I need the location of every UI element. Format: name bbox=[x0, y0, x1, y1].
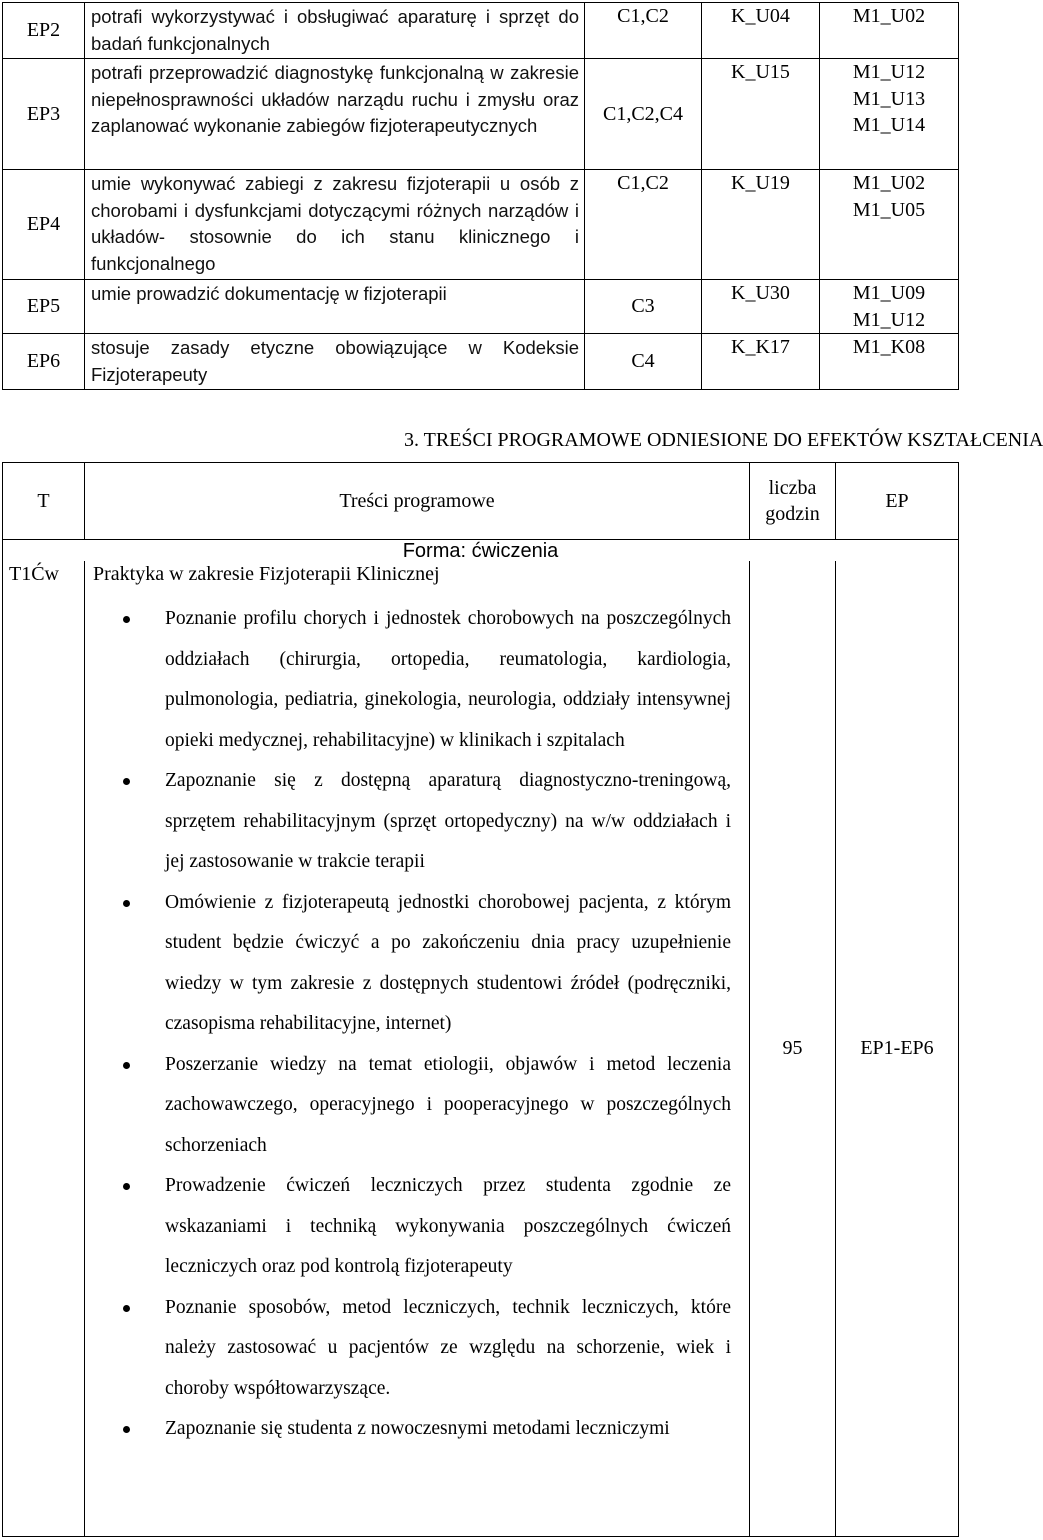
list-item: Poznanie profilu chorych i jednostek chorobowych na poszczególnych oddziałach (chirurgia, ortopedia, reumatologia, kardiologia, pulmonologia, pediatria, ginekologia, neurologia, oddziały intensywnej opieki medycznej, rehabilitacyjne) w klinikach i szpitalach bbox=[85, 599, 731, 761]
m-ref: M1_U05 bbox=[852, 198, 926, 221]
topic-content bbox=[85, 561, 750, 1536]
bullet-icon bbox=[123, 1305, 130, 1312]
m-ref: M1_U02 bbox=[852, 5, 926, 27]
m-refs bbox=[820, 3, 959, 59]
ep-range: EP1-EP6 bbox=[836, 561, 959, 1536]
bullet-icon bbox=[123, 900, 130, 907]
list-item: Zapoznanie się studenta z nowoczesnymi metodami leczniczymi bbox=[85, 1409, 731, 1450]
list-item: Poszerzanie wiedzy na temat etiologii, objawów i metod leczenia zachowawczego, operacyjnego i pooperacyjnego w poszczególnych schorzeniach bbox=[85, 1045, 731, 1167]
bullet-icon bbox=[123, 616, 130, 623]
m-ref: M1_U09 bbox=[852, 282, 926, 304]
outcome-row bbox=[3, 3, 959, 59]
outcome-description: stosuje zasady etyczne obowiązujące w Kodeksie Fizjoterapeuty bbox=[85, 334, 585, 390]
ep-code: EP6 bbox=[3, 334, 85, 390]
section-heading: 3. TREŚCI PROGRAMOWE ODNIESIONE DO EFEKTÓW KSZTAŁCENIA bbox=[404, 429, 1043, 451]
header-hours bbox=[750, 463, 836, 540]
m-refs bbox=[820, 59, 959, 170]
outcome-row bbox=[3, 170, 959, 280]
m-refs bbox=[820, 334, 959, 390]
k-ref: K_U15 bbox=[702, 59, 820, 170]
topic-items-list bbox=[85, 599, 749, 1450]
ep-code: EP5 bbox=[3, 280, 85, 334]
outcome-description: potrafi wykorzystywać i obsługiwać aparaturę i sprzęt do badań funkcjonalnych bbox=[85, 3, 585, 59]
list-item: Poznanie sposobów, metod leczniczych, technik leczniczych, które należy zastosować u pacjentów ze względu na schorzenie, wiek i choroby współtowarzyszące. bbox=[85, 1288, 731, 1410]
ep-code: EP3 bbox=[3, 59, 85, 170]
k-ref: K_U19 bbox=[702, 170, 820, 280]
list-item: Zapoznanie się z dostępną aparaturą diagnostyczno-treningową, sprzętem rehabilitacyjnym (sprzęt ortopedyczny) na w/w oddziałach i jej zastosowanie w trakcie terapii bbox=[85, 761, 731, 883]
header-hours-line1: liczba bbox=[768, 477, 817, 499]
bullet-icon bbox=[123, 1426, 130, 1433]
k-ref: K_U30 bbox=[702, 280, 820, 334]
ep-code: EP2 bbox=[3, 3, 85, 59]
outcome-row bbox=[3, 280, 959, 334]
objectives-ref: C1,C2 bbox=[585, 170, 702, 280]
m-ref: M1_U14 bbox=[852, 114, 926, 136]
m-ref: M1_K08 bbox=[852, 336, 926, 358]
outcome-description: umie wykonywać zabiegi z zakresu fizjoterapii u osób z chorobami i dysfunkcjami dotyczącymi różnych narządów i układów- stosownie do ich stanu klinicznego i funkcjonalnego bbox=[85, 170, 585, 280]
header-ep: EP bbox=[836, 463, 959, 540]
m-ref: M1_U12 bbox=[852, 308, 926, 331]
m-refs bbox=[820, 280, 959, 334]
objectives-ref: C4 bbox=[585, 334, 702, 390]
header-hours-line2: godzin bbox=[765, 503, 820, 525]
topic-code: T1Ćw bbox=[3, 561, 85, 1536]
list-item: Omówienie z fizjoterapeutą jednostki chorobowej pacjenta, z którym student będzie ćwiczyć a po zakończeniu dnia pracy uzupełnienie wiedzy w tym zakresie z dostępnych studentowi źródeł (podręczniki, czasopisma rehabilitacyjne, internet) bbox=[85, 883, 731, 1045]
topic-title: Praktyka w zakresie Fizjoterapii Klinicznej bbox=[93, 563, 440, 585]
k-ref: K_K17 bbox=[702, 334, 820, 390]
header-content: Treści programowe bbox=[85, 463, 750, 540]
m-ref: M1_U13 bbox=[852, 87, 926, 110]
header-row bbox=[3, 463, 959, 540]
hours-value: 95 bbox=[750, 561, 836, 1536]
m-ref: M1_U02 bbox=[852, 172, 926, 194]
content-row bbox=[3, 561, 959, 1536]
learning-outcomes-table bbox=[2, 2, 959, 390]
program-content-table bbox=[2, 462, 959, 1537]
m-refs bbox=[820, 170, 959, 280]
ep-code: EP4 bbox=[3, 170, 85, 280]
header-t: T bbox=[3, 463, 85, 540]
outcome-description: potrafi przeprowadzić diagnostykę funkcjonalną w zakresie niepełnosprawności układów narządu ruchu i zmysłu oraz zaplanować wykonanie zabiegów fizjoterapeutycznych bbox=[85, 59, 585, 170]
bullet-icon bbox=[123, 778, 130, 785]
outcome-row bbox=[3, 334, 959, 390]
m-ref: M1_U12 bbox=[852, 61, 926, 83]
objectives-ref: C1,C2,C4 bbox=[585, 59, 702, 170]
k-ref: K_U04 bbox=[702, 3, 820, 59]
outcome-row bbox=[3, 59, 959, 170]
outcome-description: umie prowadzić dokumentację w fizjoterapii bbox=[85, 280, 585, 334]
forma-row bbox=[3, 540, 959, 562]
bullet-icon bbox=[123, 1062, 130, 1069]
objectives-ref: C3 bbox=[585, 280, 702, 334]
forma-label: Forma: ćwiczenia bbox=[3, 540, 959, 562]
objectives-ref: C1,C2 bbox=[585, 3, 702, 59]
list-item: Prowadzenie ćwiczeń leczniczych przez studenta zgodnie ze wskazaniami i techniką wykonywania poszczególnych ćwiczeń leczniczych oraz pod kontrolą fizjoterapeuty bbox=[85, 1166, 731, 1288]
bullet-icon bbox=[123, 1183, 130, 1190]
